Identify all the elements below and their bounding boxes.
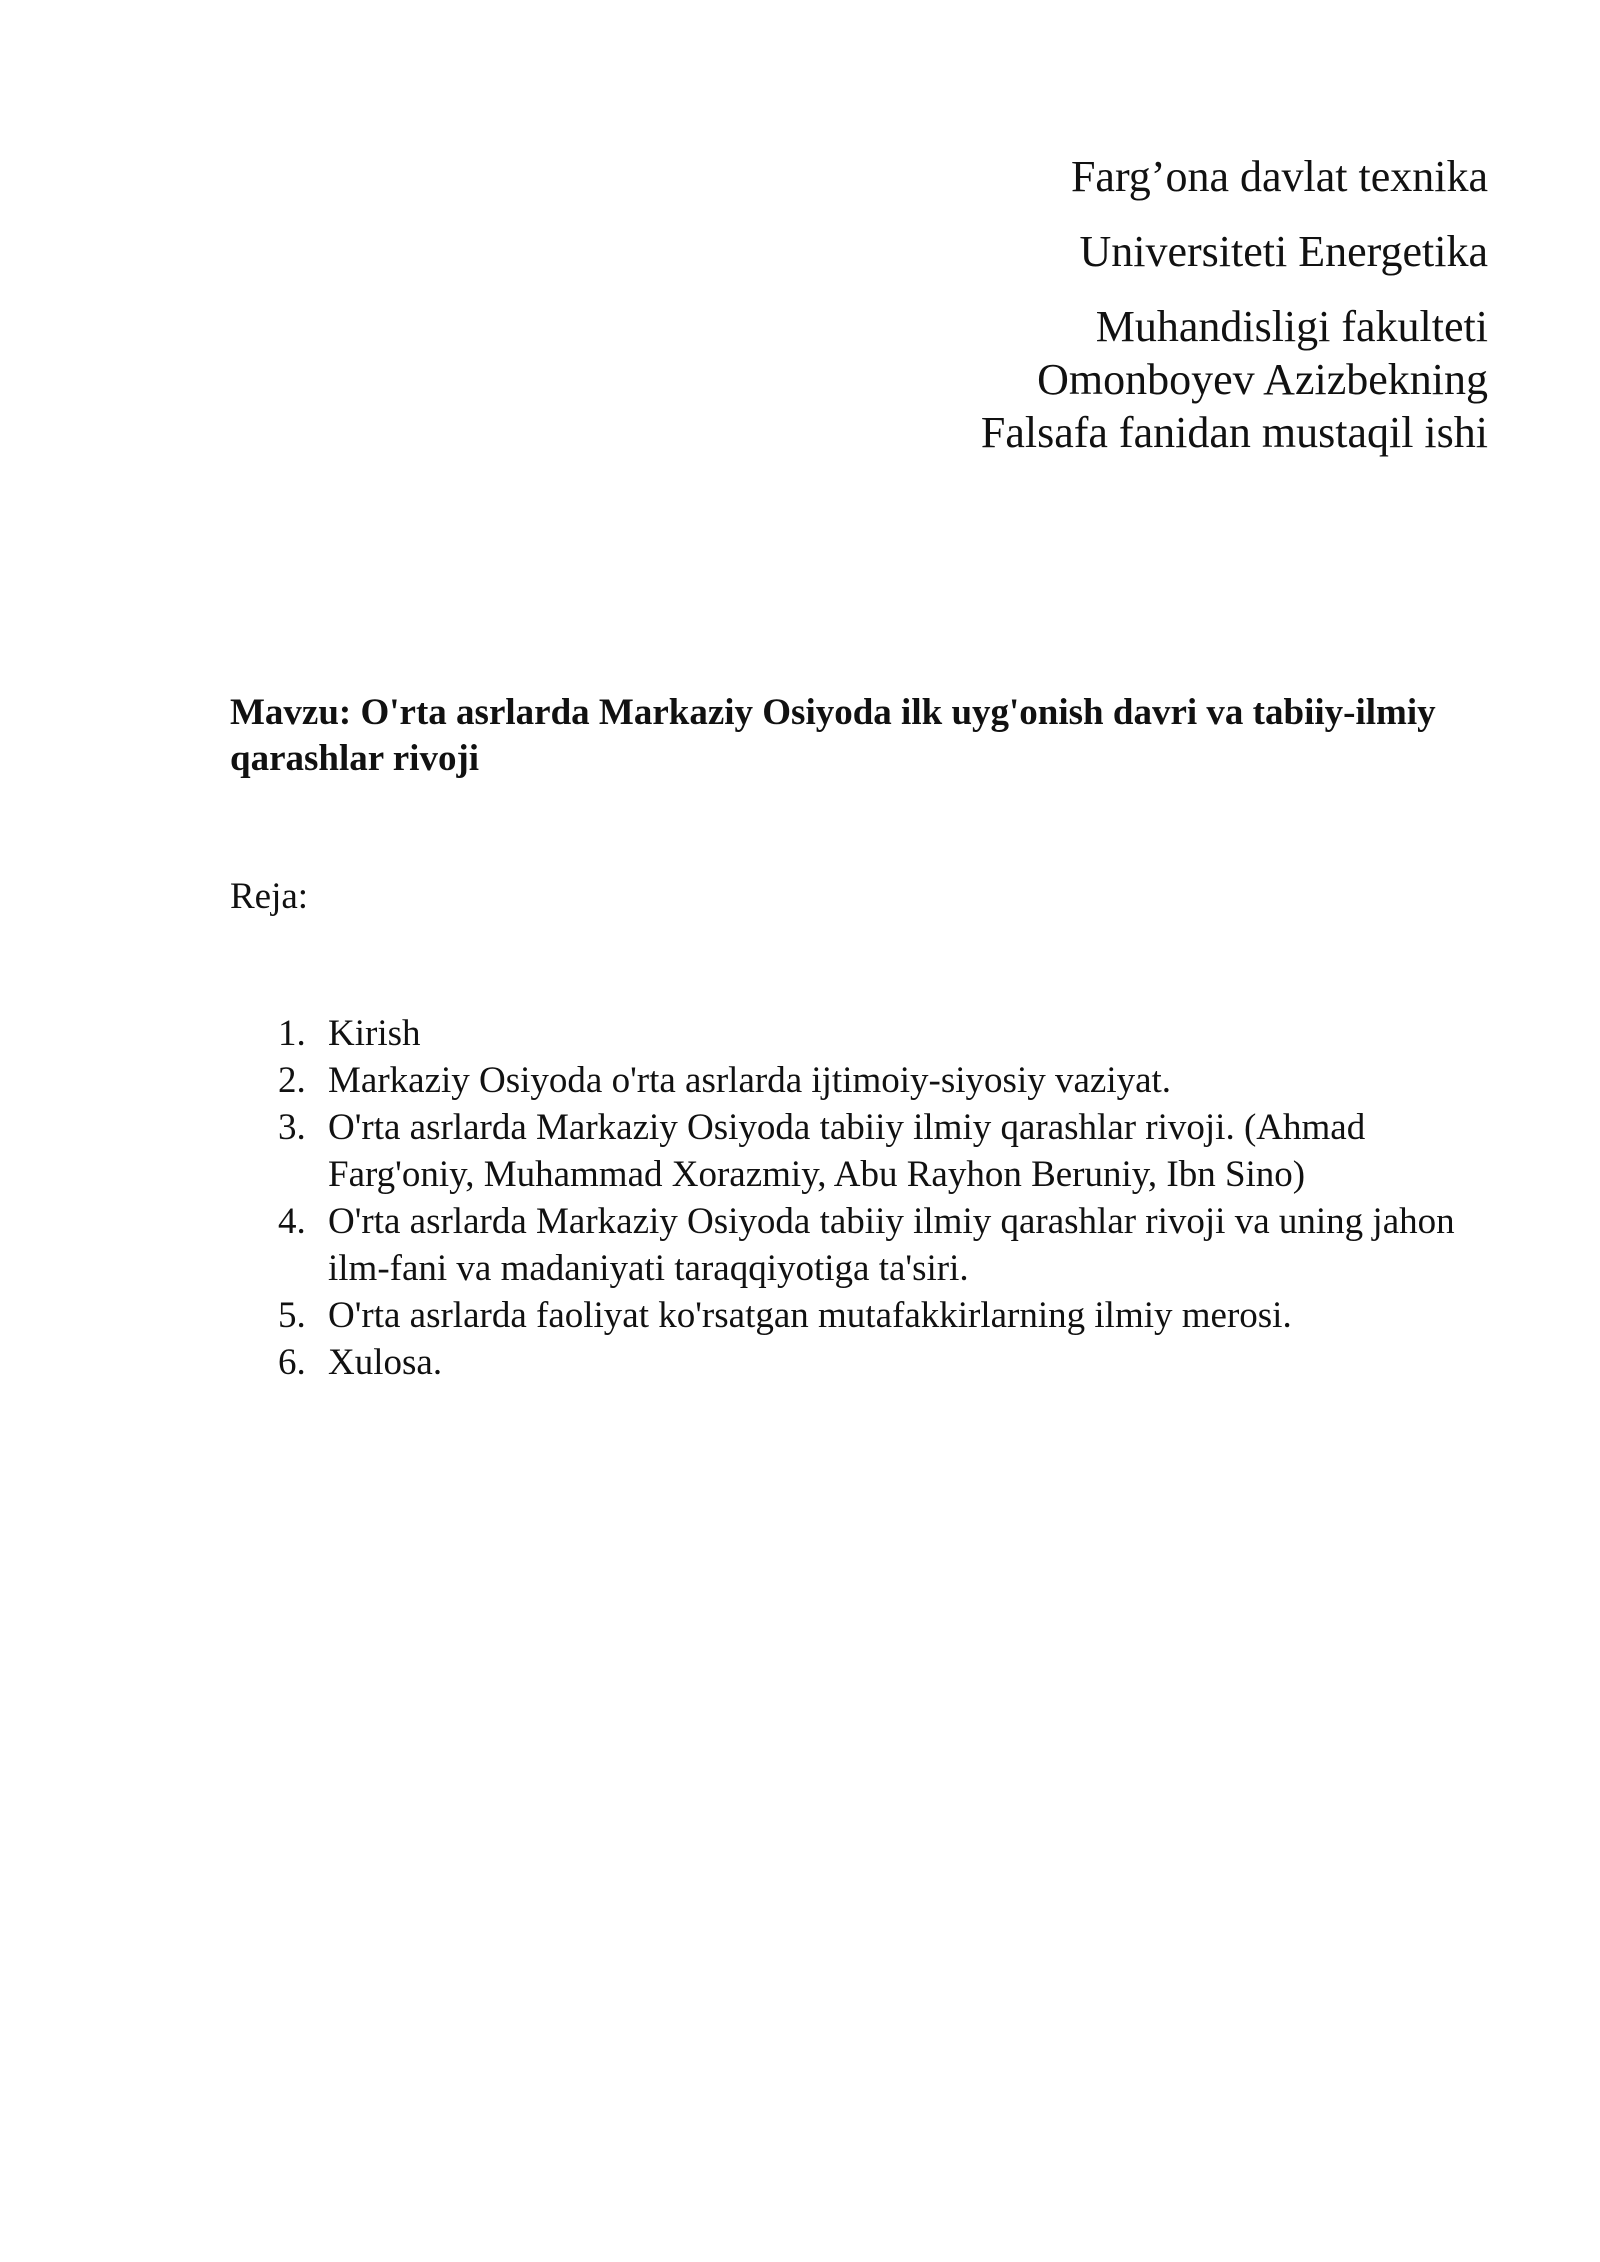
plan-item-text: O'rta asrlarda Markaziy Osiyoda tabiiy ilmiy qarashlar rivoji. (Ahmad Farg'oniy, Muhammad Xorazmiy, Abu Rayhon Beruniy, Ibn Sino)	[328, 1107, 1366, 1195]
work-type-line: Falsafa fanidan mustaqil ishi	[980, 408, 1488, 457]
plan-item-text: Kirish	[328, 1013, 421, 1054]
plan-item	[230, 1104, 1500, 1198]
plan-item	[230, 1010, 1500, 1057]
plan-item-number: 5.	[278, 1295, 306, 1336]
plan-item-text: Markaziy Osiyoda o'rta asrlarda ijtimoiy-siyosiy vaziyat.	[328, 1060, 1172, 1101]
university-name-line: Farg’ona davlat texnika	[1070, 152, 1488, 201]
plan-item-number: 3.	[278, 1107, 306, 1148]
plan-label: Reja:	[230, 876, 309, 917]
plan-list	[230, 1010, 1500, 1386]
plan-item	[230, 1339, 1500, 1386]
plan-item-text: O'rta asrlarda faoliyat ko'rsatgan mutafakkirlarning ilmiy merosi.	[328, 1295, 1292, 1336]
faculty-line: Muhandisligi fakulteti	[1095, 302, 1488, 351]
plan-item-number: 6.	[278, 1342, 306, 1383]
plan-item-number: 2.	[278, 1060, 306, 1101]
topic-heading: Mavzu: O'rta asrlarda Markaziy Osiyoda ilk uyg'onish davri va tabiiy-ilmiy qarashlar rivoji	[230, 692, 1436, 779]
plan-item-text: O'rta asrlarda Markaziy Osiyoda tabiiy ilmiy qarashlar rivoji va uning jahon ilm-fani va madaniyati taraqqiyotiga ta'siri.	[328, 1201, 1455, 1289]
plan-item	[230, 1292, 1500, 1339]
university-name-line-2: Universiteti Energetika	[1079, 227, 1488, 276]
plan-item-text: Xulosa.	[328, 1342, 443, 1383]
plan-item-number: 4.	[278, 1201, 306, 1242]
plan-item	[230, 1057, 1500, 1104]
author-line: Omonboyev Azizbekning	[1037, 355, 1488, 404]
plan-item	[230, 1198, 1500, 1292]
plan-item-number: 1.	[278, 1013, 306, 1054]
title-block	[688, 150, 1488, 459]
